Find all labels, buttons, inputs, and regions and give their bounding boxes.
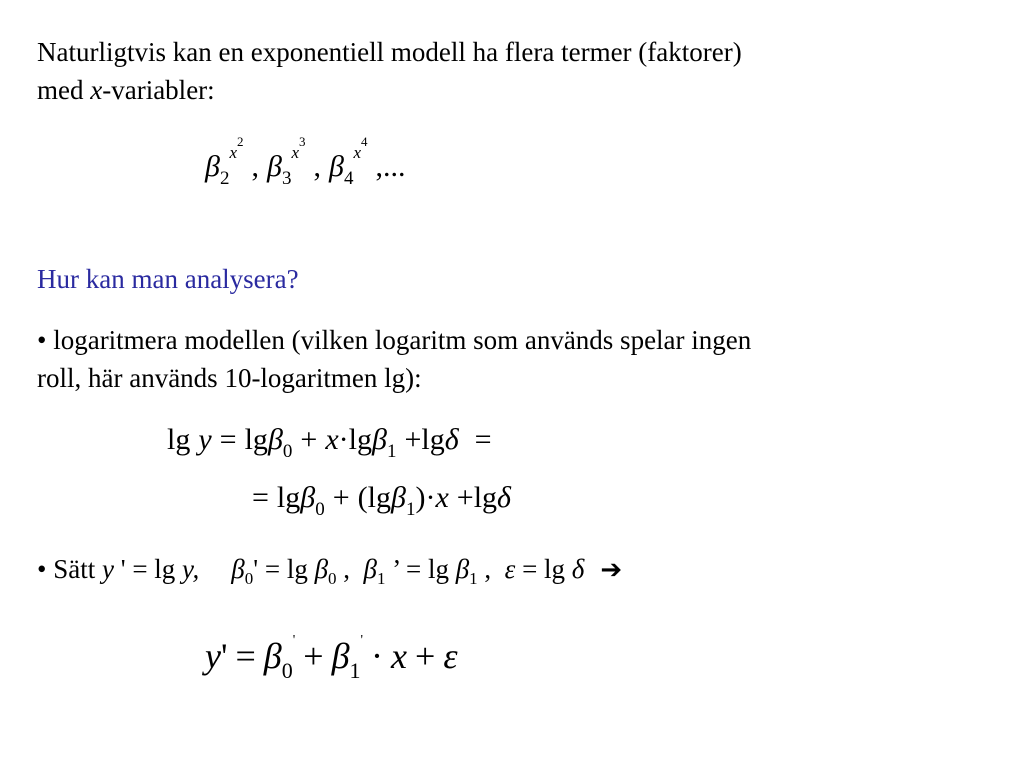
y-prime-def: ' = lg bbox=[113, 554, 183, 584]
beta-symbol: β bbox=[455, 554, 470, 584]
subscript: 1 bbox=[405, 499, 416, 520]
x-exponent-subscript: 3 bbox=[299, 134, 306, 149]
beta-symbol: β bbox=[263, 636, 282, 676]
x-exponent-subscript: 4 bbox=[361, 134, 368, 149]
beta-symbol: β bbox=[331, 636, 350, 676]
right-arrow-icon: ➔ bbox=[600, 555, 623, 585]
beta-symbol: β bbox=[371, 423, 387, 456]
dot-operator: · bbox=[371, 636, 384, 676]
equals-sign: = bbox=[474, 423, 492, 456]
delta-symbol: δ bbox=[497, 481, 511, 514]
var-y: y bbox=[101, 554, 114, 584]
epsilon-symbol: ε bbox=[443, 636, 458, 676]
equals-sign: = bbox=[252, 481, 269, 514]
equation-log-line-1 bbox=[167, 423, 492, 462]
equals-sign: = bbox=[219, 423, 237, 456]
prime-mark: ' bbox=[360, 633, 364, 648]
prime-mark: ' bbox=[292, 633, 296, 648]
beta-symbol: β bbox=[363, 554, 377, 584]
final-linear-model bbox=[205, 633, 458, 683]
ellipsis: ,... bbox=[375, 150, 406, 183]
lg: lg bbox=[276, 481, 301, 514]
plus-sign: + bbox=[404, 423, 422, 456]
comma: , bbox=[251, 150, 259, 183]
subscript: 0 bbox=[244, 569, 254, 588]
subscript: 0 bbox=[328, 569, 337, 588]
bullet-1-line-1: • logaritmera modellen (vilken logaritm som används spelar ingen bbox=[37, 325, 752, 355]
question-heading: Hur kan man analysera? bbox=[37, 264, 299, 294]
x-exponent-subscript: 2 bbox=[237, 134, 244, 149]
beta1-prime-def: ’ = lg bbox=[385, 554, 456, 584]
x-exponent bbox=[229, 134, 244, 162]
plus-sign: + bbox=[303, 636, 324, 676]
plus-sign: + bbox=[415, 636, 436, 676]
subscript: 0 bbox=[315, 499, 325, 520]
bullet-1-line-2: roll, här används 10-logaritmen lg): bbox=[37, 363, 422, 393]
intro-line-2 bbox=[37, 71, 742, 109]
open-paren: ( bbox=[357, 481, 368, 514]
lg: lg bbox=[367, 481, 391, 514]
epsilon-def: = lg bbox=[515, 554, 572, 584]
intro-paragraph bbox=[37, 33, 742, 109]
subscript: 1 bbox=[469, 569, 478, 588]
beta-subscript: 4 bbox=[343, 168, 354, 189]
dot-operator: · bbox=[338, 423, 349, 456]
lg: lg bbox=[348, 423, 372, 456]
var-y: y bbox=[205, 636, 221, 676]
x-exponent-var: x bbox=[291, 143, 299, 162]
subscript: 1 bbox=[349, 658, 361, 683]
lg: lg bbox=[473, 481, 498, 514]
beta-symbol: β bbox=[390, 481, 406, 514]
subscript: 1 bbox=[386, 441, 397, 462]
beta-symbol: β bbox=[231, 554, 245, 584]
var-x: x bbox=[435, 481, 449, 514]
comma: , bbox=[313, 150, 321, 183]
x-exponent bbox=[291, 134, 306, 162]
beta-subscript: 3 bbox=[281, 168, 292, 189]
bullet-2-prefix: • Sätt bbox=[37, 554, 102, 584]
beta-symbol: β bbox=[314, 554, 329, 584]
bullet-logaritmera bbox=[37, 321, 751, 397]
subscript: 1 bbox=[377, 569, 386, 588]
delta-symbol: δ bbox=[444, 423, 459, 456]
beta-symbol: β bbox=[329, 150, 344, 183]
var-y-comma: y, bbox=[182, 554, 200, 584]
x-exponent bbox=[353, 134, 368, 162]
intro-var-x: x bbox=[90, 75, 103, 105]
beta-subscript: 2 bbox=[219, 168, 230, 189]
separator: , bbox=[336, 554, 364, 584]
subscript: 0 bbox=[281, 658, 293, 683]
intro-line-2-prefix: med bbox=[37, 75, 91, 105]
subscript: 0 bbox=[282, 441, 293, 462]
equals-sign: = bbox=[235, 636, 256, 676]
var-x: x bbox=[325, 423, 339, 456]
plus-sign: + bbox=[300, 423, 318, 456]
lg: lg bbox=[167, 423, 191, 456]
equation-log-line-2 bbox=[252, 481, 511, 520]
beta-symbol: β bbox=[267, 423, 283, 456]
intro-line-2-suffix: -variabler: bbox=[102, 75, 215, 105]
var-y: y bbox=[198, 423, 212, 456]
beta-terms-expression bbox=[205, 134, 406, 189]
intro-line-1: Naturligtvis kan en exponentiell modell ha flera termer (faktorer) bbox=[37, 37, 742, 67]
lg: lg bbox=[244, 423, 268, 456]
bullet-substitution bbox=[37, 550, 622, 592]
plus-sign: + bbox=[332, 481, 350, 514]
dot-operator: · bbox=[425, 481, 436, 514]
delta-symbol: δ bbox=[571, 554, 585, 584]
x-exponent-var: x bbox=[353, 143, 361, 162]
var-x: x bbox=[391, 636, 408, 676]
beta0-prime-def: ' = lg bbox=[253, 554, 315, 584]
plus-sign: + bbox=[456, 481, 474, 514]
close-paren: ) bbox=[415, 481, 426, 514]
x-exponent-var: x bbox=[229, 143, 237, 162]
lg: lg bbox=[421, 423, 445, 456]
beta-symbol: β bbox=[267, 150, 282, 183]
prime-mark: ' bbox=[220, 636, 228, 676]
epsilon-symbol: ε bbox=[504, 554, 516, 584]
beta-symbol: β bbox=[205, 150, 220, 183]
beta-symbol: β bbox=[300, 481, 316, 514]
separator: , bbox=[477, 554, 505, 584]
